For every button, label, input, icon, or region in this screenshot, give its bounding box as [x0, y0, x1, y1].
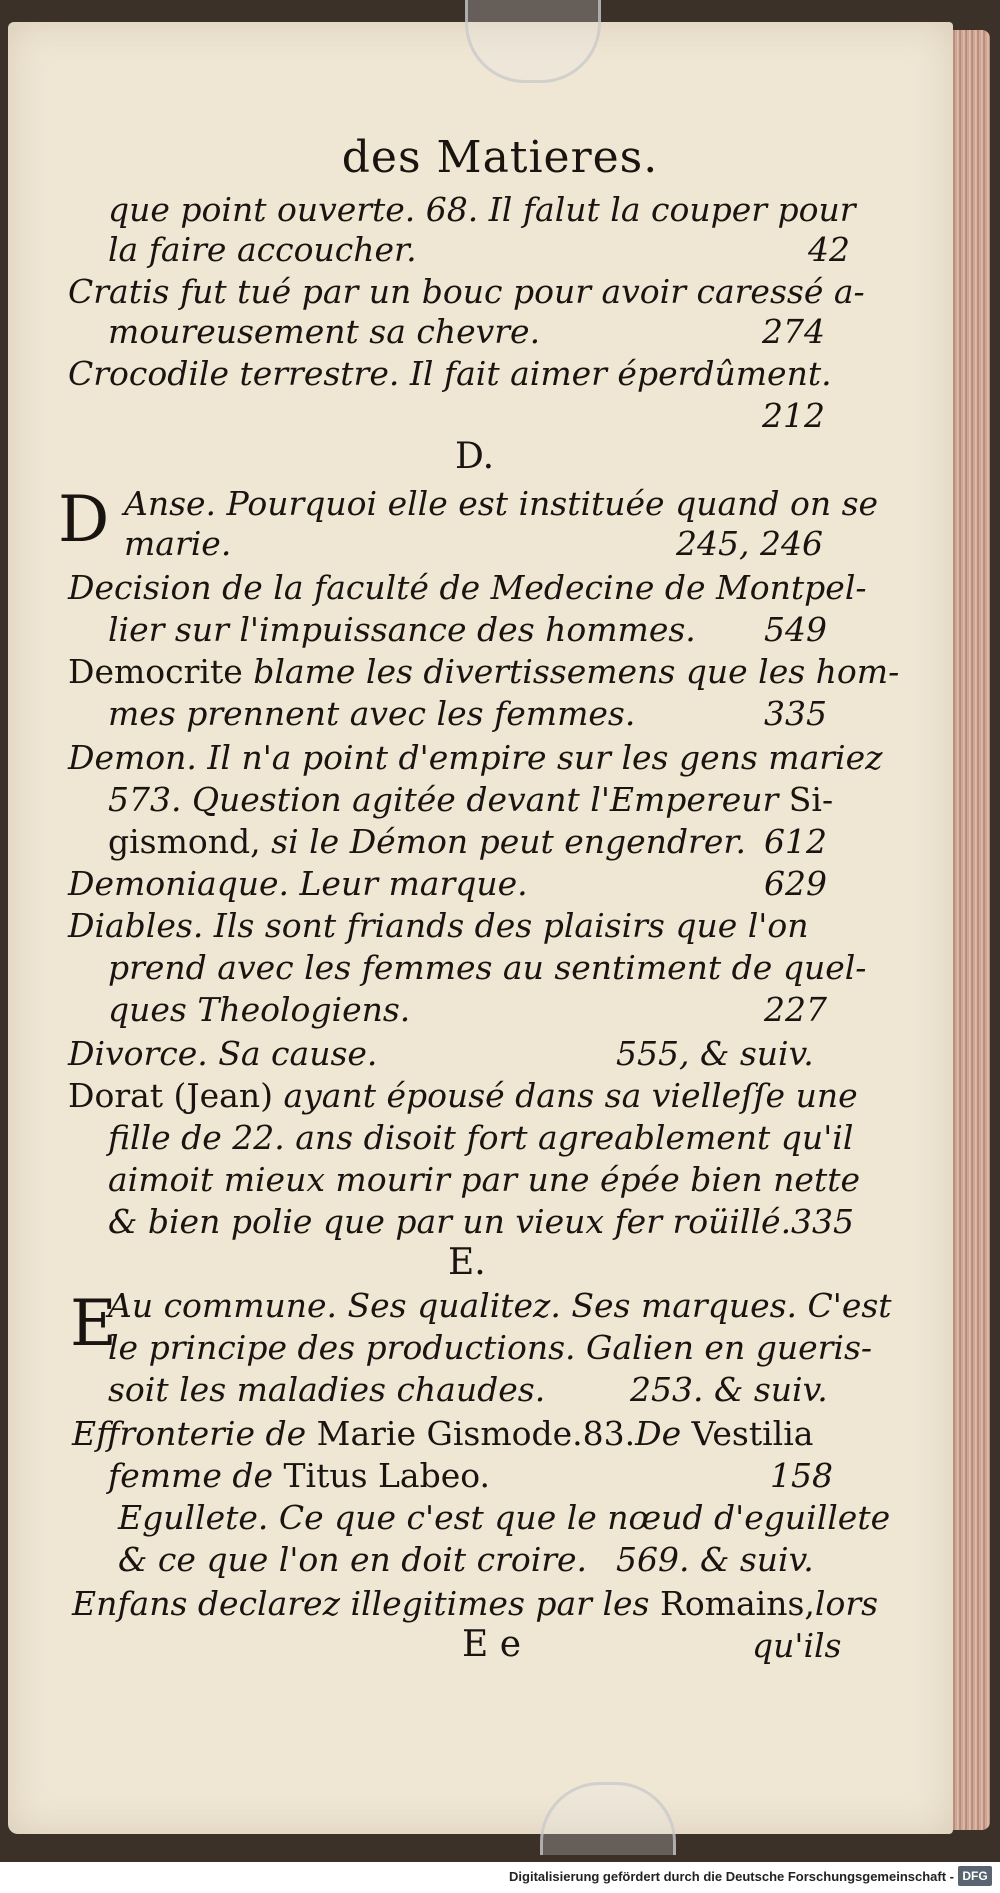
entry-text: Enfans declarez illegitimes par les [72, 1584, 660, 1623]
page-ref: 335 [764, 694, 827, 733]
section-heading: D. [455, 436, 495, 477]
entry-line: & ce que l'on en doit croire. [118, 1540, 588, 1579]
proper-name: Romains, [659, 1584, 815, 1623]
entry-line: moureusement sa chevre. [108, 312, 541, 351]
entry-line [108, 780, 833, 819]
entry-line [108, 822, 746, 861]
signature-mark: E e [462, 1624, 522, 1665]
entry-text: femme de [108, 1456, 284, 1495]
entry-line [68, 652, 899, 691]
catchword: qu'ils [752, 1626, 842, 1665]
entry-line: Cratis fut tué par un bouc pour avoir caressé a- [68, 272, 865, 311]
entry-line: & bien polie que par un vieux fer roüillé.335 [108, 1202, 855, 1241]
entry-text: 573. Question agitée devant l'Empereur [108, 780, 779, 819]
entry-line: Diables. Ils sont friands des plaisirs que l'on [68, 906, 809, 945]
entry-line [72, 1414, 813, 1453]
drop-capital: E [70, 1287, 117, 1361]
entry-line: Egullete. Ce que c'est que le nœud d'eguillete [118, 1498, 891, 1537]
entry-line: le principe des productions. Galien en gueris- [108, 1328, 873, 1367]
entry-line: lier sur l'impuissance des hommes. [108, 610, 696, 649]
entry-line: Decision de la faculté de Medecine de Montpel- [68, 568, 867, 607]
entry-text: ayant épousé dans sa vielleſſe une [272, 1076, 858, 1115]
page-ref: 42 [808, 230, 850, 269]
entry-text: si le Démon peut engendrer. [260, 822, 747, 861]
entry-line: prend avec les femmes au sentiment de quel- [108, 948, 867, 987]
page-ref: 569. & suiv. [616, 1540, 814, 1579]
entry-line [68, 1076, 858, 1115]
entry-line [72, 1584, 878, 1623]
page-ref: 158 [770, 1456, 833, 1495]
entry-line: Anse. Pourquoi elle est instituée quand on se [124, 484, 879, 523]
entry-line: ques Theologiens. [108, 990, 411, 1029]
page-ref: 555, & suiv. [616, 1034, 814, 1073]
page-ref: 245, 246 [676, 524, 823, 563]
proper-name: Dorat (Jean) [68, 1076, 273, 1115]
entry-line: mes prennent avec les femmes. [108, 694, 636, 733]
drop-capital: D [58, 483, 110, 557]
entry-line: aimoit mieux mourir par une épée bien nette [108, 1160, 861, 1199]
proper-name: Titus Labeo. [283, 1456, 491, 1495]
proper-name: gismond, [108, 822, 261, 861]
entry-line: que point ouverte. 68. Il falut la couper pour [108, 190, 856, 229]
proper-name: Marie Gismode. [316, 1414, 583, 1453]
page-ref: 227 [764, 990, 827, 1029]
entry-line: soit les maladies chaudes. [108, 1370, 546, 1409]
page-ref: 274 [762, 312, 825, 351]
entry-line: Au commune. Ses qualitez. Ses marques. C'est [108, 1286, 892, 1325]
proper-name: Vestilia [691, 1414, 814, 1453]
proper-name: Si- [778, 780, 834, 819]
entry-text: Effronterie de [72, 1414, 317, 1453]
entry-text: De [635, 1414, 692, 1453]
entry-line: marie. [124, 524, 232, 563]
digitization-credit: Digitalisierung gefördert durch die Deutsche Forschungsgemeinschaft - [509, 1869, 954, 1884]
entry-line: fille de 22. ans disoit fort agreablement qu'il [108, 1118, 854, 1157]
entry-text: lors [814, 1584, 879, 1623]
page-ref: 629 [764, 864, 827, 903]
entry-line: Demoniaque. Leur marque. [68, 864, 528, 903]
page-ref-inline: 83. [582, 1414, 636, 1453]
entry-line: la faire accoucher. [108, 230, 417, 269]
section-heading: E. [448, 1242, 486, 1283]
page-ref: 612 [764, 822, 827, 861]
page-ref: 212 [762, 396, 825, 435]
entry-text: blame les divertissemens que les hom- [242, 652, 900, 691]
entry-line: Demon. Il n'a point d'empire sur les gens mariez [68, 738, 883, 777]
dfg-logo: DFG [958, 1866, 992, 1886]
proper-name: Democrite [68, 652, 243, 691]
entry-line [108, 1456, 490, 1495]
entry-line: Crocodile terrestre. Il fait aimer éperdûment. [68, 354, 832, 393]
running-header: des Matieres. [341, 132, 659, 183]
page-ref: 253. & suiv. [630, 1370, 828, 1409]
entry-line: Divorce. Sa cause. [68, 1034, 378, 1073]
page-ref: 549 [764, 610, 827, 649]
